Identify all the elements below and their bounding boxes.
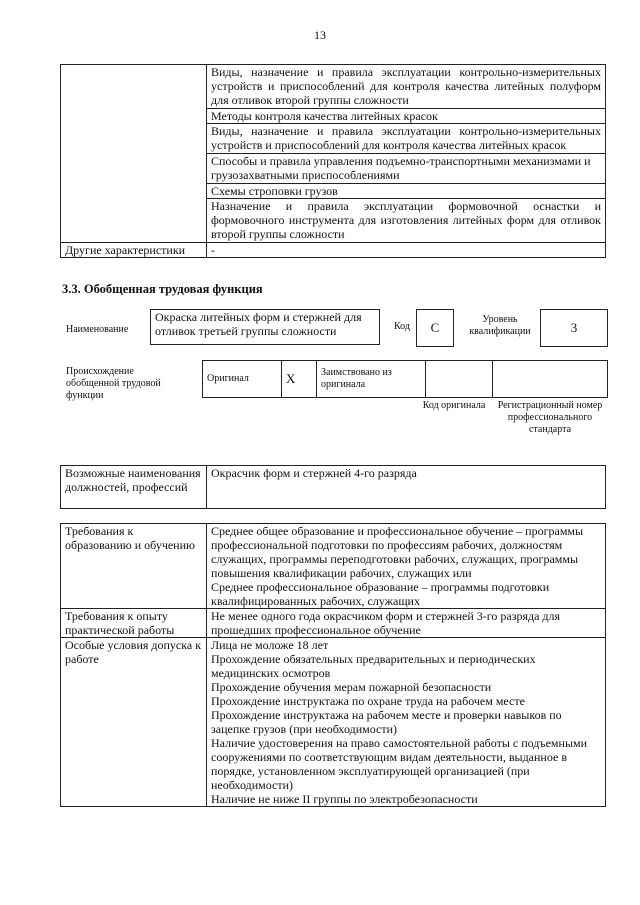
admission-line: Наличие удостоверения на право самостоятельной работы с подъемными сооружениями по соответствующим видам деятельности, выданное в порядке, установленном эксплуатирующей организацией (при необходимости) xyxy=(211,736,588,792)
positions-label: Возможные наименования должностей, профессий xyxy=(61,466,207,509)
code-original-cell xyxy=(426,361,493,398)
knowledge-table xyxy=(60,64,606,258)
table-row xyxy=(61,466,606,509)
code-value: C xyxy=(430,320,440,335)
positions-table xyxy=(60,465,606,509)
function-name-box xyxy=(150,309,380,345)
admission-line: Прохождение обязательных предварительных и периодических медицинских осмотров xyxy=(211,652,536,680)
admission-line: Прохождение обучения мерам пожарной безопасности xyxy=(211,680,492,694)
name-label: Наименование xyxy=(66,324,129,335)
knowledge-item: Способы и правила управления подъемно-транспортными механизмами и грузозахватными приспособлениями xyxy=(207,154,606,184)
table-cell-empty xyxy=(61,65,207,243)
admission-label: Особые условия допуска к работе xyxy=(61,638,207,807)
admission-line: Прохождение инструктажа на рабочем месте и проверки навыков по зацепке грузов (при необходимости) xyxy=(211,708,562,736)
table-row xyxy=(61,243,606,258)
level-label: Уровень квалификации xyxy=(469,314,531,337)
level-box xyxy=(540,309,608,347)
function-name: Окраска литейных форм и стержней для отливок третьей группы сложности xyxy=(155,310,362,338)
original-label: Оригинал xyxy=(203,361,282,398)
admission-line: Наличие не ниже II группы по электробезопасности xyxy=(211,792,478,806)
table-row xyxy=(61,609,606,638)
knowledge-item: Методы контроля качества литейных красок xyxy=(207,109,606,124)
origin-label: Происхождение обобщенной трудовой функции xyxy=(66,366,161,401)
admission-value xyxy=(207,638,606,807)
knowledge-item: Схемы строповки грузов xyxy=(207,184,606,199)
code-label: Код xyxy=(394,321,410,332)
knowledge-item: Назначение и правила эксплуатации формовочной оснастки и формовочного инструмента для изготовления литейных форм для отливок второй группы сложности xyxy=(207,199,606,243)
other-characteristics-value: - xyxy=(207,243,606,258)
admission-line: Лица не моложе 18 лет xyxy=(211,638,329,652)
reg-number-cell xyxy=(493,361,608,398)
table-row xyxy=(203,361,608,398)
admission-line: Прохождение инструктажа по охране труда на рабочем месте xyxy=(211,694,525,708)
reg-number-label: Регистрационный номер профессионального стандарта xyxy=(497,400,603,435)
level-value: 3 xyxy=(570,320,578,335)
table-row xyxy=(61,638,606,807)
positions-value: Окрасчик форм и стержней 4-го разряда xyxy=(207,466,606,509)
borrowed-label: Заимствовано из оригинала xyxy=(317,361,426,398)
original-mark: X xyxy=(282,361,317,398)
education-value xyxy=(207,524,606,609)
section-title: 3.3. Обобщенная трудовая функция xyxy=(62,282,263,296)
education-line: Среднее общее образование и профессиональное обучение – программы профессиональной подготовки по профессиям рабочих, должностям служащих, программы переподготовки рабочих, служащих, программы повышения квалификации рабочих, служащих или xyxy=(211,524,584,580)
education-label: Требования к образованию и обучению xyxy=(61,524,207,609)
knowledge-item: Виды, назначение и правила эксплуатации контрольно-измерительных устройств и приспособлений для контроля качества литейных полуформ для отливок второй группы сложности xyxy=(207,65,606,109)
education-line: Среднее профессиональное образование – программы подготовки квалифицированных рабочих, служащих xyxy=(211,580,550,608)
page-number: 13 xyxy=(314,28,326,42)
knowledge-item: Виды, назначение и правила эксплуатации контрольно-измерительных устройств и приспособлений для контроля качества литейных красок xyxy=(207,124,606,154)
origin-table xyxy=(202,360,608,398)
table-row xyxy=(61,65,606,109)
experience-value: Не менее одного года окрасчиком форм и стержней 3-го разряда для прошедших профессиональное обучение xyxy=(207,609,606,638)
table-row xyxy=(61,524,606,609)
code-box xyxy=(416,309,454,347)
code-original-label: Код оригинала xyxy=(422,400,486,411)
other-characteristics-label: Другие характеристики xyxy=(61,243,207,258)
requirements-table xyxy=(60,523,606,807)
experience-label: Требования к опыту практической работы xyxy=(61,609,207,638)
